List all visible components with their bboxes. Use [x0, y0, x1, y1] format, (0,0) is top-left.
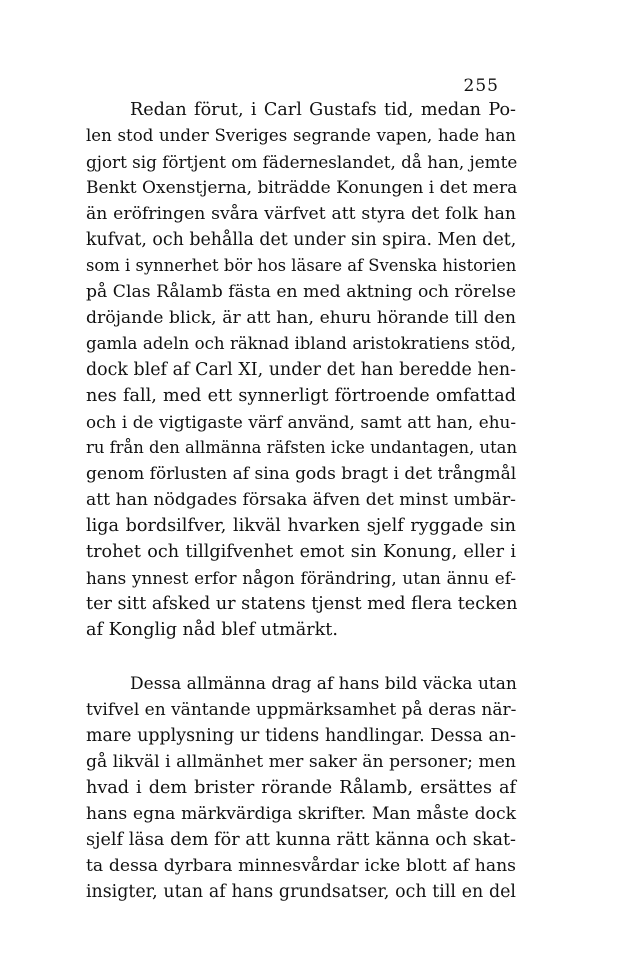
text-line: af Konglig nåd blef utmärkt.: [86, 620, 338, 640]
text-line: hans egna märkvärdiga skrifter. Man måste dock: [86, 804, 516, 824]
text-line: hvad i dem brister rörande Rålamb, ersättes af: [86, 778, 516, 798]
text-line: ter sitt afsked ur statens tjenst med flera tecken: [86, 594, 518, 614]
text-line: genom förlusten af sina gods bragt i det trångmål: [86, 464, 517, 484]
text-line: ru från den allmänna räfsten icke undantagen, utan: [86, 438, 517, 457]
text-line: insigter, utan af hans grundsatser, och till en del: [86, 882, 516, 902]
text-line: att han nödgades försaka äfven det minst umbär-: [86, 490, 516, 510]
text-line: än eröfringen svåra värfvet att styra det folk han: [86, 204, 516, 224]
text-line: gamla adeln och räknad ibland aristokratiens stöd,: [86, 334, 516, 353]
text-line: ta dessa dyrbara minnesvårdar icke blott af hans: [86, 856, 516, 876]
text-line: sjelf läsa dem för att kunna rätt känna och skat-: [86, 830, 516, 850]
page-number: 255: [463, 76, 499, 96]
text-line: Redan förut, i Carl Gustafs tid, medan Po-: [130, 100, 516, 120]
text-line: på Clas Rålamb fästa en med aktning och rörelse: [86, 282, 516, 302]
text-line: kufvat, och behålla det under sin spira. Men det,: [86, 230, 517, 250]
text-line: Benkt Oxenstjerna, biträdde Konungen i det mera: [86, 178, 518, 198]
text-line: mare upplysning ur tidens handlingar. Dessa an-: [86, 726, 516, 746]
text-line: tvifvel en väntande uppmärksamhet på deras när-: [86, 700, 517, 720]
text-line: dröjande blick, är att han, ehuru hörande till den: [86, 308, 516, 328]
text-line: dock blef af Carl XI, under det han beredde hen-: [86, 360, 516, 380]
text-line: liga bordsilfver, likväl hvarken sjelf ryggade sin: [86, 516, 516, 536]
text-line: nes fall, med ett synnerligt förtroende omfattad: [86, 386, 516, 406]
text-line: som i synnerhet bör hos läsare af Svenska historien: [86, 256, 517, 275]
text-line: len stod under Sveriges segrande vapen, hade han: [86, 126, 516, 145]
text-line: trohet och tillgifvenhet emot sin Konung, eller i: [86, 542, 516, 562]
text-line: Dessa allmänna drag af hans bild väcka utan: [130, 674, 517, 694]
text-line: hans ynnest erfor någon förändring, utan ännu ef-: [86, 568, 516, 588]
text-line: gjort sig förtjent om fäderneslandet, då han, jemte: [86, 152, 518, 172]
text-line: gå likväl i allmänhet mer saker än personer; men: [86, 752, 516, 772]
text-line: och i de vigtigaste värf använd, samt att han, ehu-: [86, 412, 516, 432]
